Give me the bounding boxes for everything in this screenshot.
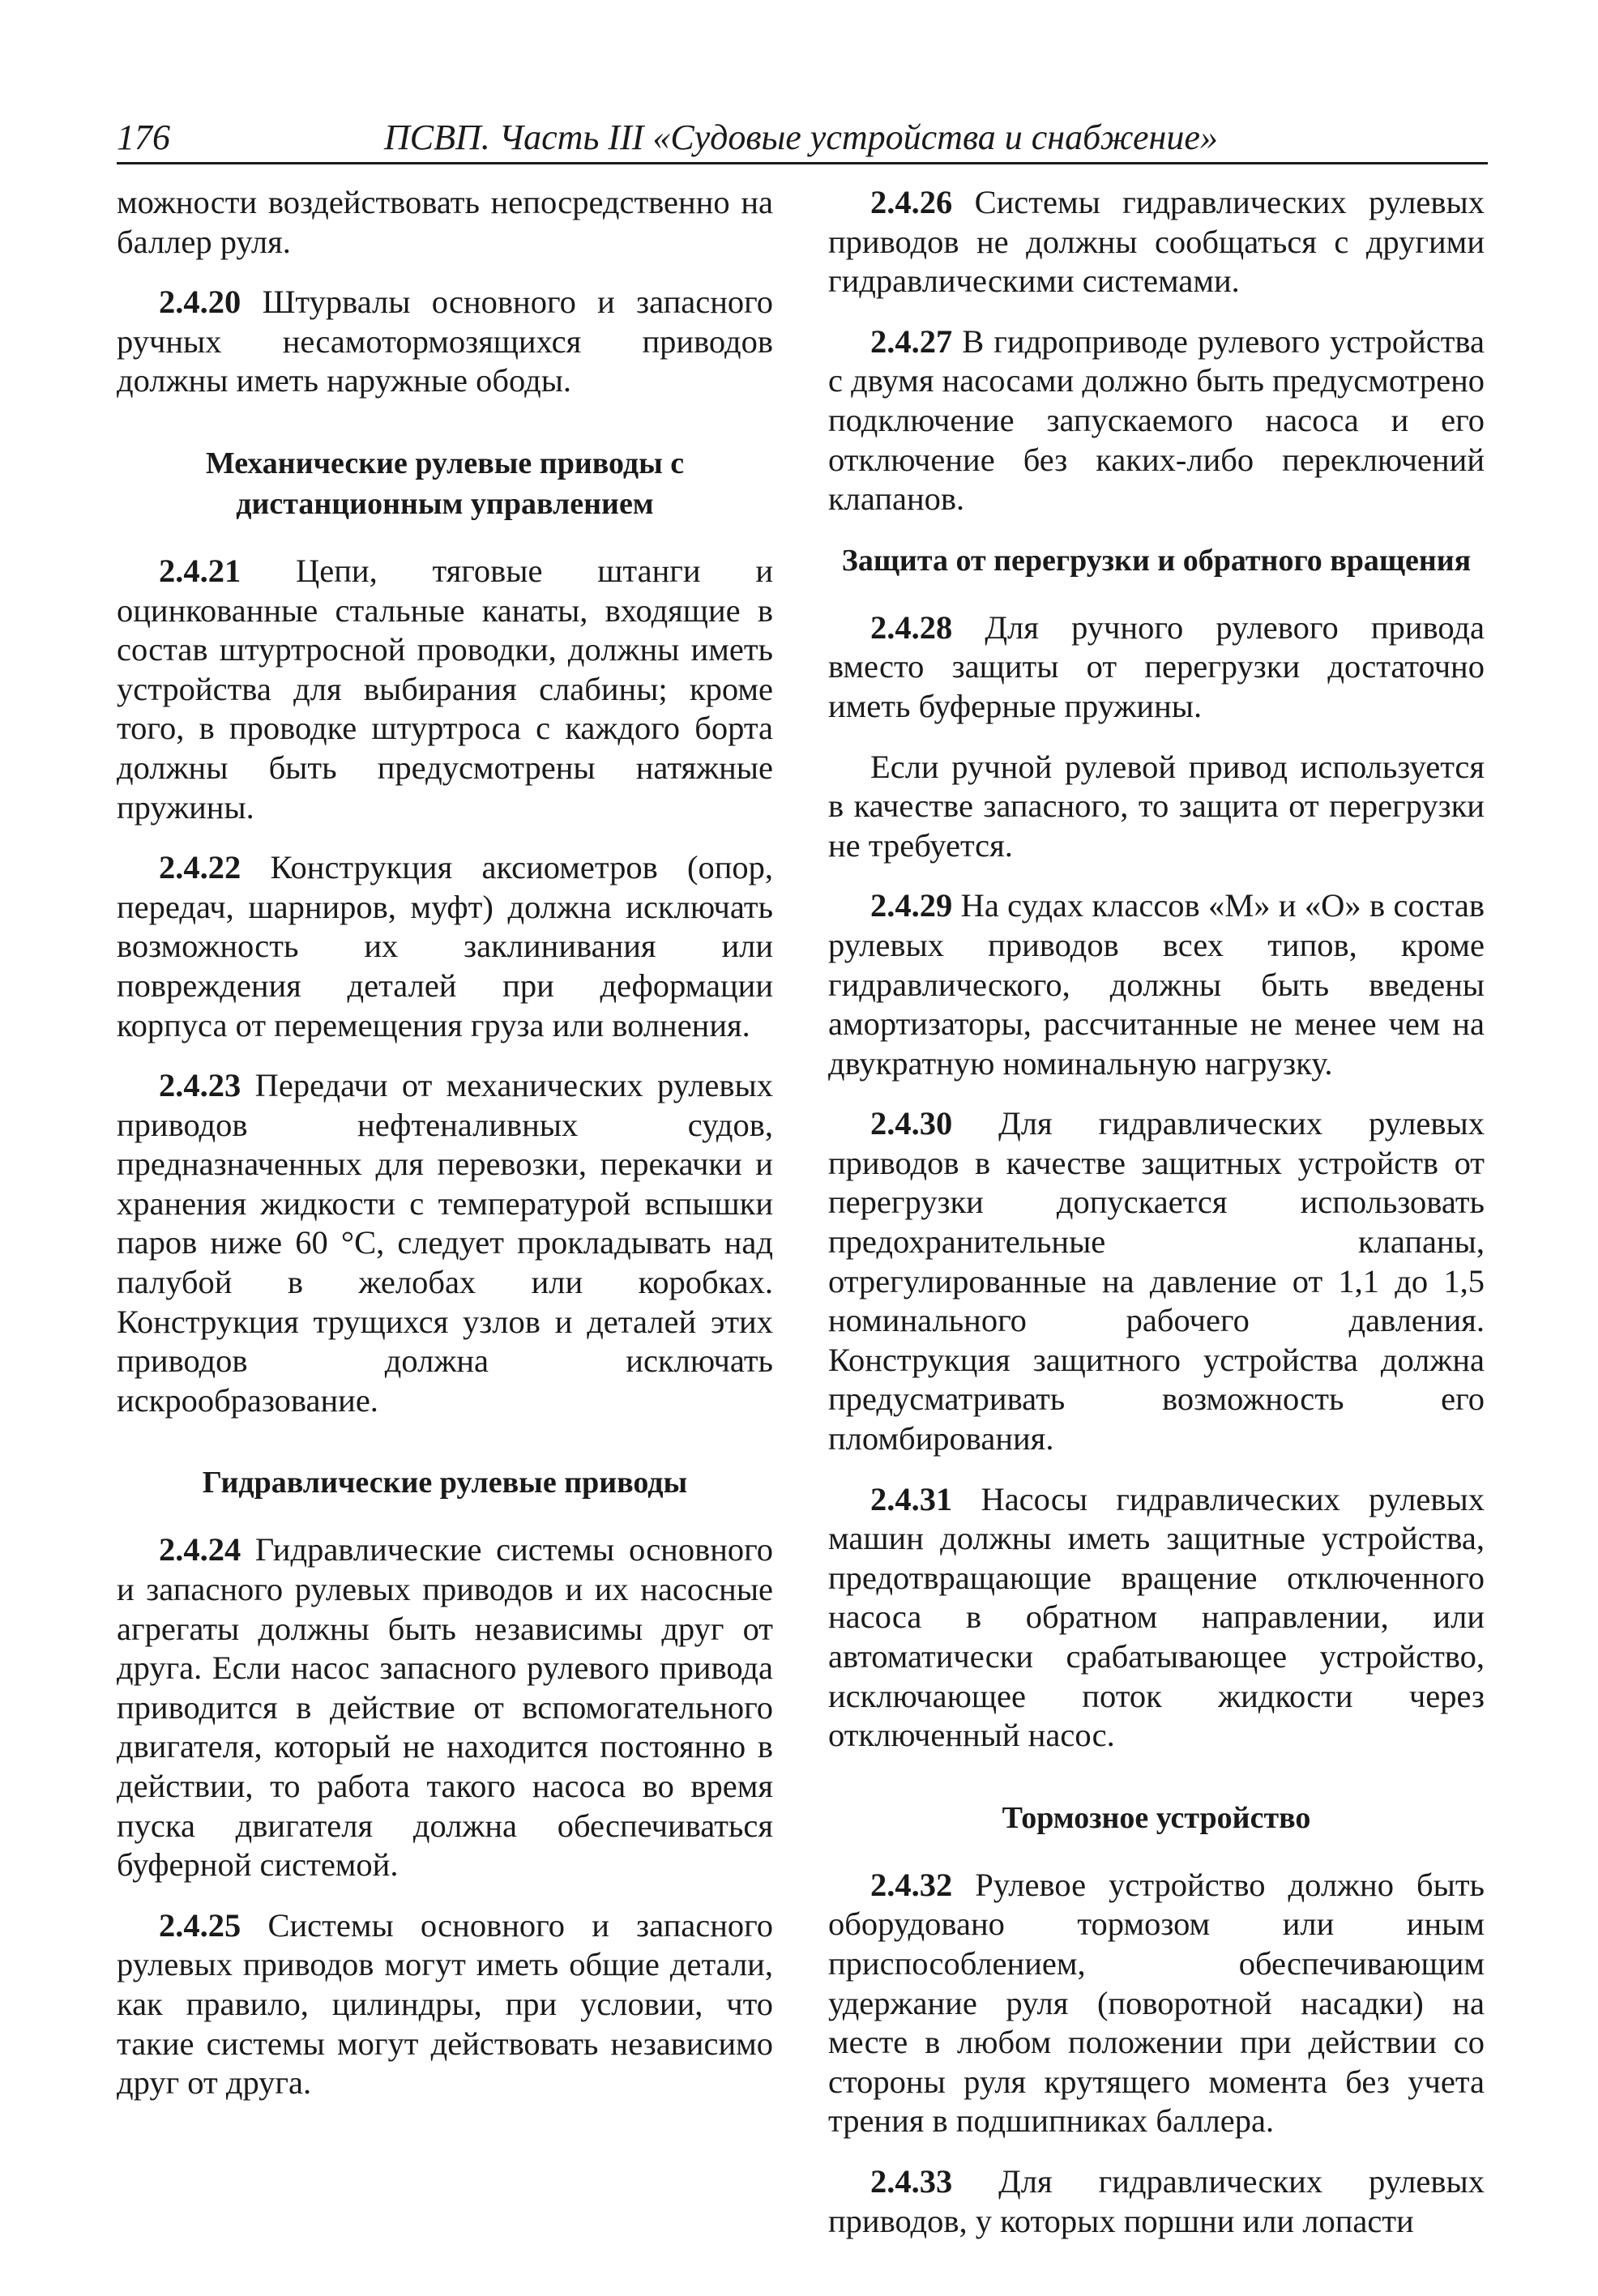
clause-number: 2.4.25 — [159, 1906, 241, 1944]
clause-number: 2.4.30 — [870, 1105, 953, 1142]
clause-number: 2.4.26 — [870, 184, 953, 220]
clause-2-4-30 — [828, 1104, 1485, 1458]
section-heading-mechanical: Механические рулевые приводы с дистанционным управлением — [205, 446, 685, 521]
clause-number: 2.4.33 — [870, 2162, 953, 2200]
page-header — [117, 113, 1488, 162]
clause-text: Насосы гидравлических рулевых машин должны иметь защитные устройства, предотвращающие вращение отключенного насоса в обратном направлении, или автоматически срабатывающее устройство, исключающее поток жидкости через отключенный насос. — [828, 1480, 1485, 1754]
clause-2-4-22 — [117, 848, 773, 1045]
clause-text: Штурвалы основного и запасного ручных несамотормозящихся приводов должны иметь наружные ободы. — [117, 284, 773, 399]
clause-number: 2.4.27 — [870, 322, 953, 360]
clause-2-4-21 — [117, 552, 773, 827]
clause-text: В гидроприводе рулевого устройства с двумя насосами должно быть предусмотрено подключение запускаемого насоса и его отключение без каких-либо переключений клапанов. — [828, 322, 1485, 518]
clause-2-4-25 — [117, 1906, 773, 2103]
clause-number: 2.4.24 — [159, 1531, 241, 1568]
section-heading-overload: Защита от перегрузки и обратного вращения — [841, 543, 1472, 578]
continued-paragraph: можности воздействовать непосредственно на баллер руля. — [117, 184, 773, 260]
clause-2-4-28 — [828, 608, 1485, 727]
clause-text: На судах классов «М» и «О» в состав рулевых приводов всех типов, кроме гидравлического, должны быть введены амортизаторы, рассчитанные не менее чем на двукратную номинальную нагрузку. — [828, 887, 1485, 1082]
clause-text: Гидравлические системы основного и запасного рулевых приводов и их насосные агрегаты должны быть независимы друг от друга. Если насос запасного рулевого привода приводится в действие от вспомогательного двигателя, который не находится постоянно в действии, то работа такого насоса во время пуска двигателя должна обеспечиваться буферной системой. — [117, 1531, 773, 1884]
clause-text: Передачи от механических рулевых приводов нефтеналивных судов, предназначенных для перевозки, перекачки и хранения жидкости с температурой вспышки паров ниже 60 °С, следует прокладывать над палубой в желобах или коробках. Конструкция трущихся узлов и деталей этих приводов должна исключать искрообразование. — [117, 1067, 773, 1419]
clause-number: 2.4.32 — [870, 1866, 953, 1903]
clause-2-4-29 — [828, 886, 1485, 1083]
clause-number: 2.4.28 — [870, 608, 953, 646]
clause-number: 2.4.29 — [870, 887, 953, 924]
section-heading-brake: Тормозное устройство — [1002, 1800, 1311, 1835]
clause-2-4-33 — [828, 2162, 1485, 2241]
clause-2-4-23 — [117, 1066, 773, 1420]
clause-2-4-20 — [117, 283, 773, 401]
header-rule — [117, 162, 1488, 164]
clause-number: 2.4.22 — [159, 849, 241, 886]
clause-text: Для гидравлических рулевых приводов в качестве защитных устройств от перегрузки допускается использовать предохранительные клапаны, отрегулированные на давление от 1,1 до 1,5 номинального рабочего давления. Конструкция защитного устройства должна предусматривать возможность его пломбирования. — [828, 1105, 1485, 1457]
clause-2-4-31 — [828, 1480, 1485, 1756]
clause-text: Рулевое устройство должно быть оборудовано тормозом или иным приспособлением, обеспечивающим удержание руля (поворотной насадки) на месте в любом положении при действии со стороны руля крутящего момента без учета трения в подшипниках баллера. — [828, 1866, 1485, 2140]
clause-number: 2.4.31 — [870, 1480, 953, 1517]
clause-text: Системы основного и запасного рулевых приводов могут иметь общие детали, как правило, цилиндры, при условии, что такие системы могут действовать независимо друг от друга. — [117, 1906, 773, 2102]
right-column — [828, 183, 1485, 2262]
clause-text: Конструкция аксиометров (опор, передач, шарниров, муфт) должна исключать возможность их заклинивания или повреждения деталей при деформации корпуса от перемещения груза или волнения. — [117, 849, 773, 1043]
section-heading-hydraulic: Гидравлические рулевые приводы — [202, 1466, 688, 1500]
clause-text: Для гидравлических рулевых приводов, у которых поршни или лопасти — [828, 2162, 1485, 2239]
clause-number: 2.4.20 — [159, 284, 241, 321]
page-number: 176 — [117, 117, 170, 157]
clause-text: Цепи, тяговые штанги и оцинкованные стальные канаты, входящие в состав штуртросной проводки, должны иметь устройства для выбирания слабины; кроме того, в проводке штуртроса с каждого борта должны быть предусмотрены натяжные пружины. — [117, 552, 773, 826]
running-title: ПСВП. Часть III «Судовые устройства и снабжение» — [384, 117, 1218, 157]
clause-text: Системы гидравлических рулевых приводов не должны сообщаться с другими гидравлическими системами. — [828, 184, 1485, 300]
clause-2-4-27 — [828, 322, 1485, 519]
clause-text: Для ручного рулевого привода вместо защиты от перегрузки достаточно иметь буферные пружины. — [828, 608, 1485, 724]
clause-number: 2.4.23 — [159, 1067, 241, 1104]
clause-number: 2.4.21 — [159, 552, 241, 589]
clause-2-4-32 — [828, 1866, 1485, 2141]
clause-2-4-24 — [117, 1530, 773, 1884]
clause-2-4-26 — [828, 183, 1485, 301]
left-column — [117, 183, 773, 2124]
clause-2-4-28-continued: Если ручной рулевой привод используется в качестве запасного, то защита от перегрузки не требуется. — [828, 748, 1485, 864]
